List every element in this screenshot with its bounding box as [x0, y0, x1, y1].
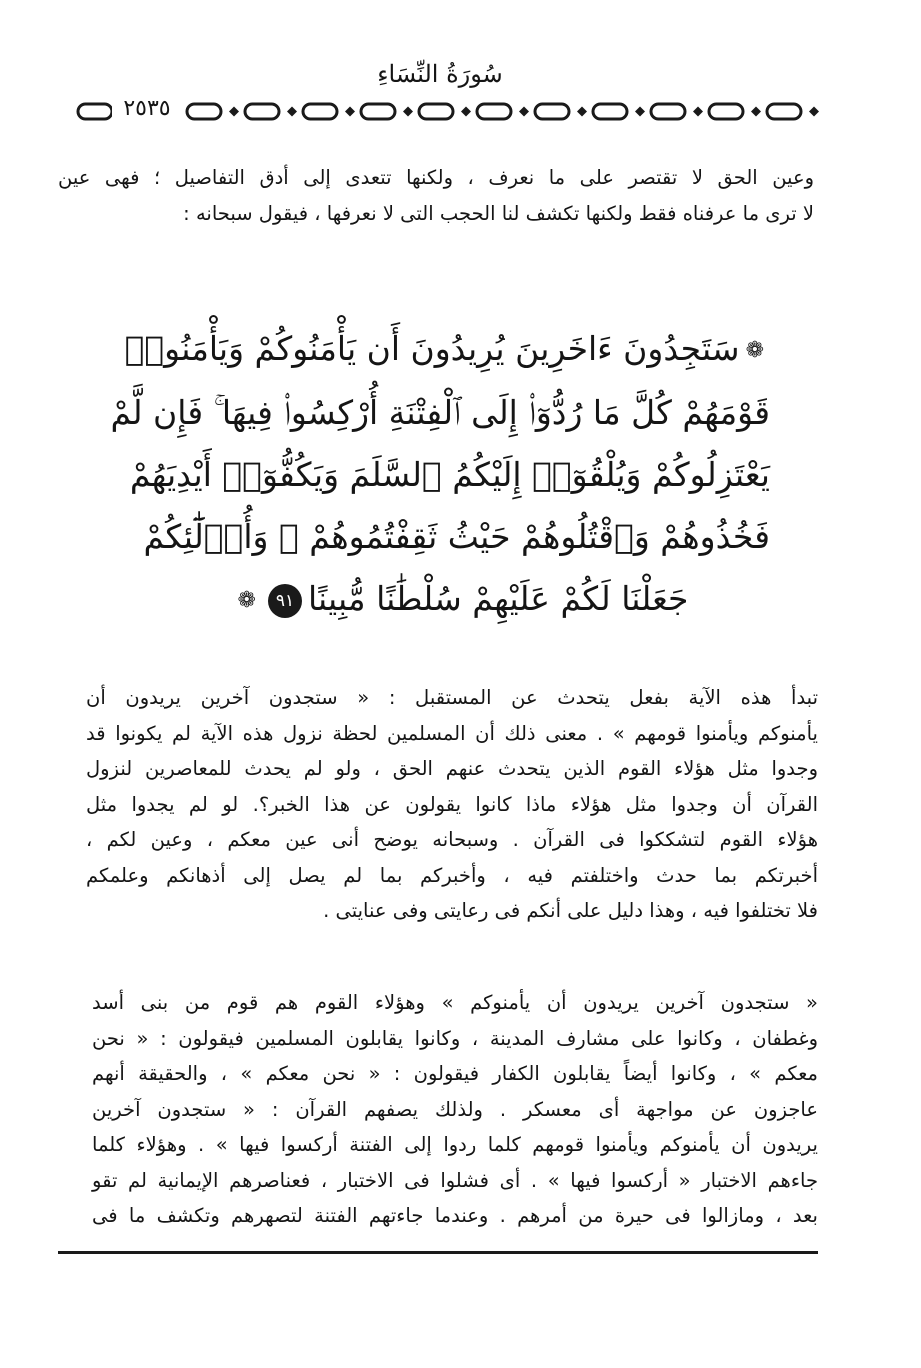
commentary-line: القرآن أن وجدوا مثل هؤلاء ماذا كانوا يقولون عن هذا الخبر؟. لو لم يجدوا مثل — [86, 792, 818, 816]
quran-verse-block — [110, 318, 770, 632]
commentary-line: تبدأ هذه الآية بفعل يتحدث عن المستقبل : « ستجدون آخرين يريدون أن — [86, 686, 818, 709]
commentary-line: أخبرتكم بما حدث واختلفتم فيه ، وأخبركم بما لم يصل إلى أذهانكم وعلمكم — [86, 863, 818, 887]
commentary-line: معكم » ، وكانوا أيضاً يقابلون الكفار فيقولون : « نحن معكم » ، والحقيقة أنهم — [92, 1062, 818, 1085]
verse-line: يَعْتَزِلُوكُمْ وَيُلْقُوٓا۟ إِلَيْكُمُ ٱلسَّلَمَ وَيَكُفُّوٓا۟ أَيْدِيَهُمْ — [129, 455, 770, 494]
verse-line: فَخُذُوهُمْ وَٱقْتُلُوهُمْ حَيْثُ ثَقِفْتُمُوهُمْ ۚ وَأُو۟لَٰٓئِكُمْ — [143, 517, 770, 556]
commentary-paragraph-1 — [86, 680, 818, 929]
ayah-number-badge: ٩١ — [268, 584, 302, 618]
verse-line — [150, 568, 770, 632]
chain-ornament-icon — [75, 98, 847, 128]
surah-title: سُورَةُ النِّسَاءِ — [377, 60, 503, 88]
commentary-line: يأمنوكم ويأمنوا قومهم » . معنى ذلك أن المسلمين لحظة نزول هذه الآية لم يكونوا قد — [86, 721, 818, 745]
ornament-open-icon: ❁ — [745, 338, 764, 363]
commentary-line: بعد ، ومازالوا فى حيرة من أمرهم . وعندما جاءتهم الفتنة لتصهرهم وتكشف ما فى — [92, 1204, 818, 1227]
commentary-line: وغطفان ، وكانوا على مشارف المدينة ، وكانوا يقابلون المسلمين فيقولون : « نحن — [92, 1026, 818, 1050]
verse-text: جَعَلْنَا لَكُمْ عَلَيْهِمْ سُلْطَٰنًا مُّبِينًا — [307, 579, 689, 618]
commentary-line: جاءهم الاختبار « أركسوا فيها » . أى فشلوا فى الاختبار ، فعناصرهم الإيمانية لم تقو — [92, 1168, 818, 1192]
ornament-close-icon: ❁ — [237, 588, 256, 613]
intro-line: وعين الحق لا تقتصر على ما نعرف ، ولكنها تتعدى إلى أدق التفاصيل ؛ فهى عين — [58, 166, 814, 189]
bottom-rule — [58, 1251, 818, 1254]
commentary-line: « ستجدون آخرين يريدون أن يأمنوكم » وهؤلاء القوم هم قوم من بنى أسد — [92, 991, 818, 1014]
commentary-line: عاجزون عن مواجهة أى معسكر . ولذلك يصفهم القرآن : « ستجدون آخرين — [92, 1097, 818, 1121]
intro-paragraph — [58, 160, 814, 231]
page-number: ٢٥٣٥ — [112, 96, 182, 121]
verse-line — [124, 318, 770, 382]
commentary-line: وجدوا مثل هؤلاء القوم الذين يتحدث عنهم الحق ، ولو لم يحدث للمعاصرين لنزول — [86, 757, 818, 780]
verse-text: سَتَجِدُونَ ءَاخَرِينَ يُرِيدُونَ أَن يَأْمَنُوكُمْ وَيَأْمَنُوا۟ — [124, 329, 740, 368]
commentary-line: فلا تختلفوا فيه ، وهذا دليل على أنكم فى رعايتى وفى عنايتى . — [323, 899, 818, 922]
verse-line: قَوْمَهُمْ كُلَّ مَا رُدُّوٓا۟ إِلَى ٱلْفِتْنَةِ أُرْكِسُوا۟ فِيهَا ۚ فَإِن لَّمْ — [110, 393, 770, 432]
commentary-line: يريدون أن يأمنوكم ويأمنوا قومهم كلما ردوا إلى الفتنة أركسوا فيها » . وهؤلاء كلما — [92, 1133, 818, 1156]
intro-line: لا ترى ما عرفناه فقط ولكنها تكشف لنا الحجب التى لا نعرفها ، فيقول سبحانه : — [183, 201, 814, 225]
commentary-line: هؤلاء القوم لتشككوا فى القرآن . وسبحانه يوضح أنى عين معكم ، وعين لكم ، — [86, 828, 818, 851]
decorative-header-band — [75, 98, 847, 128]
commentary-paragraph-2 — [92, 985, 818, 1234]
